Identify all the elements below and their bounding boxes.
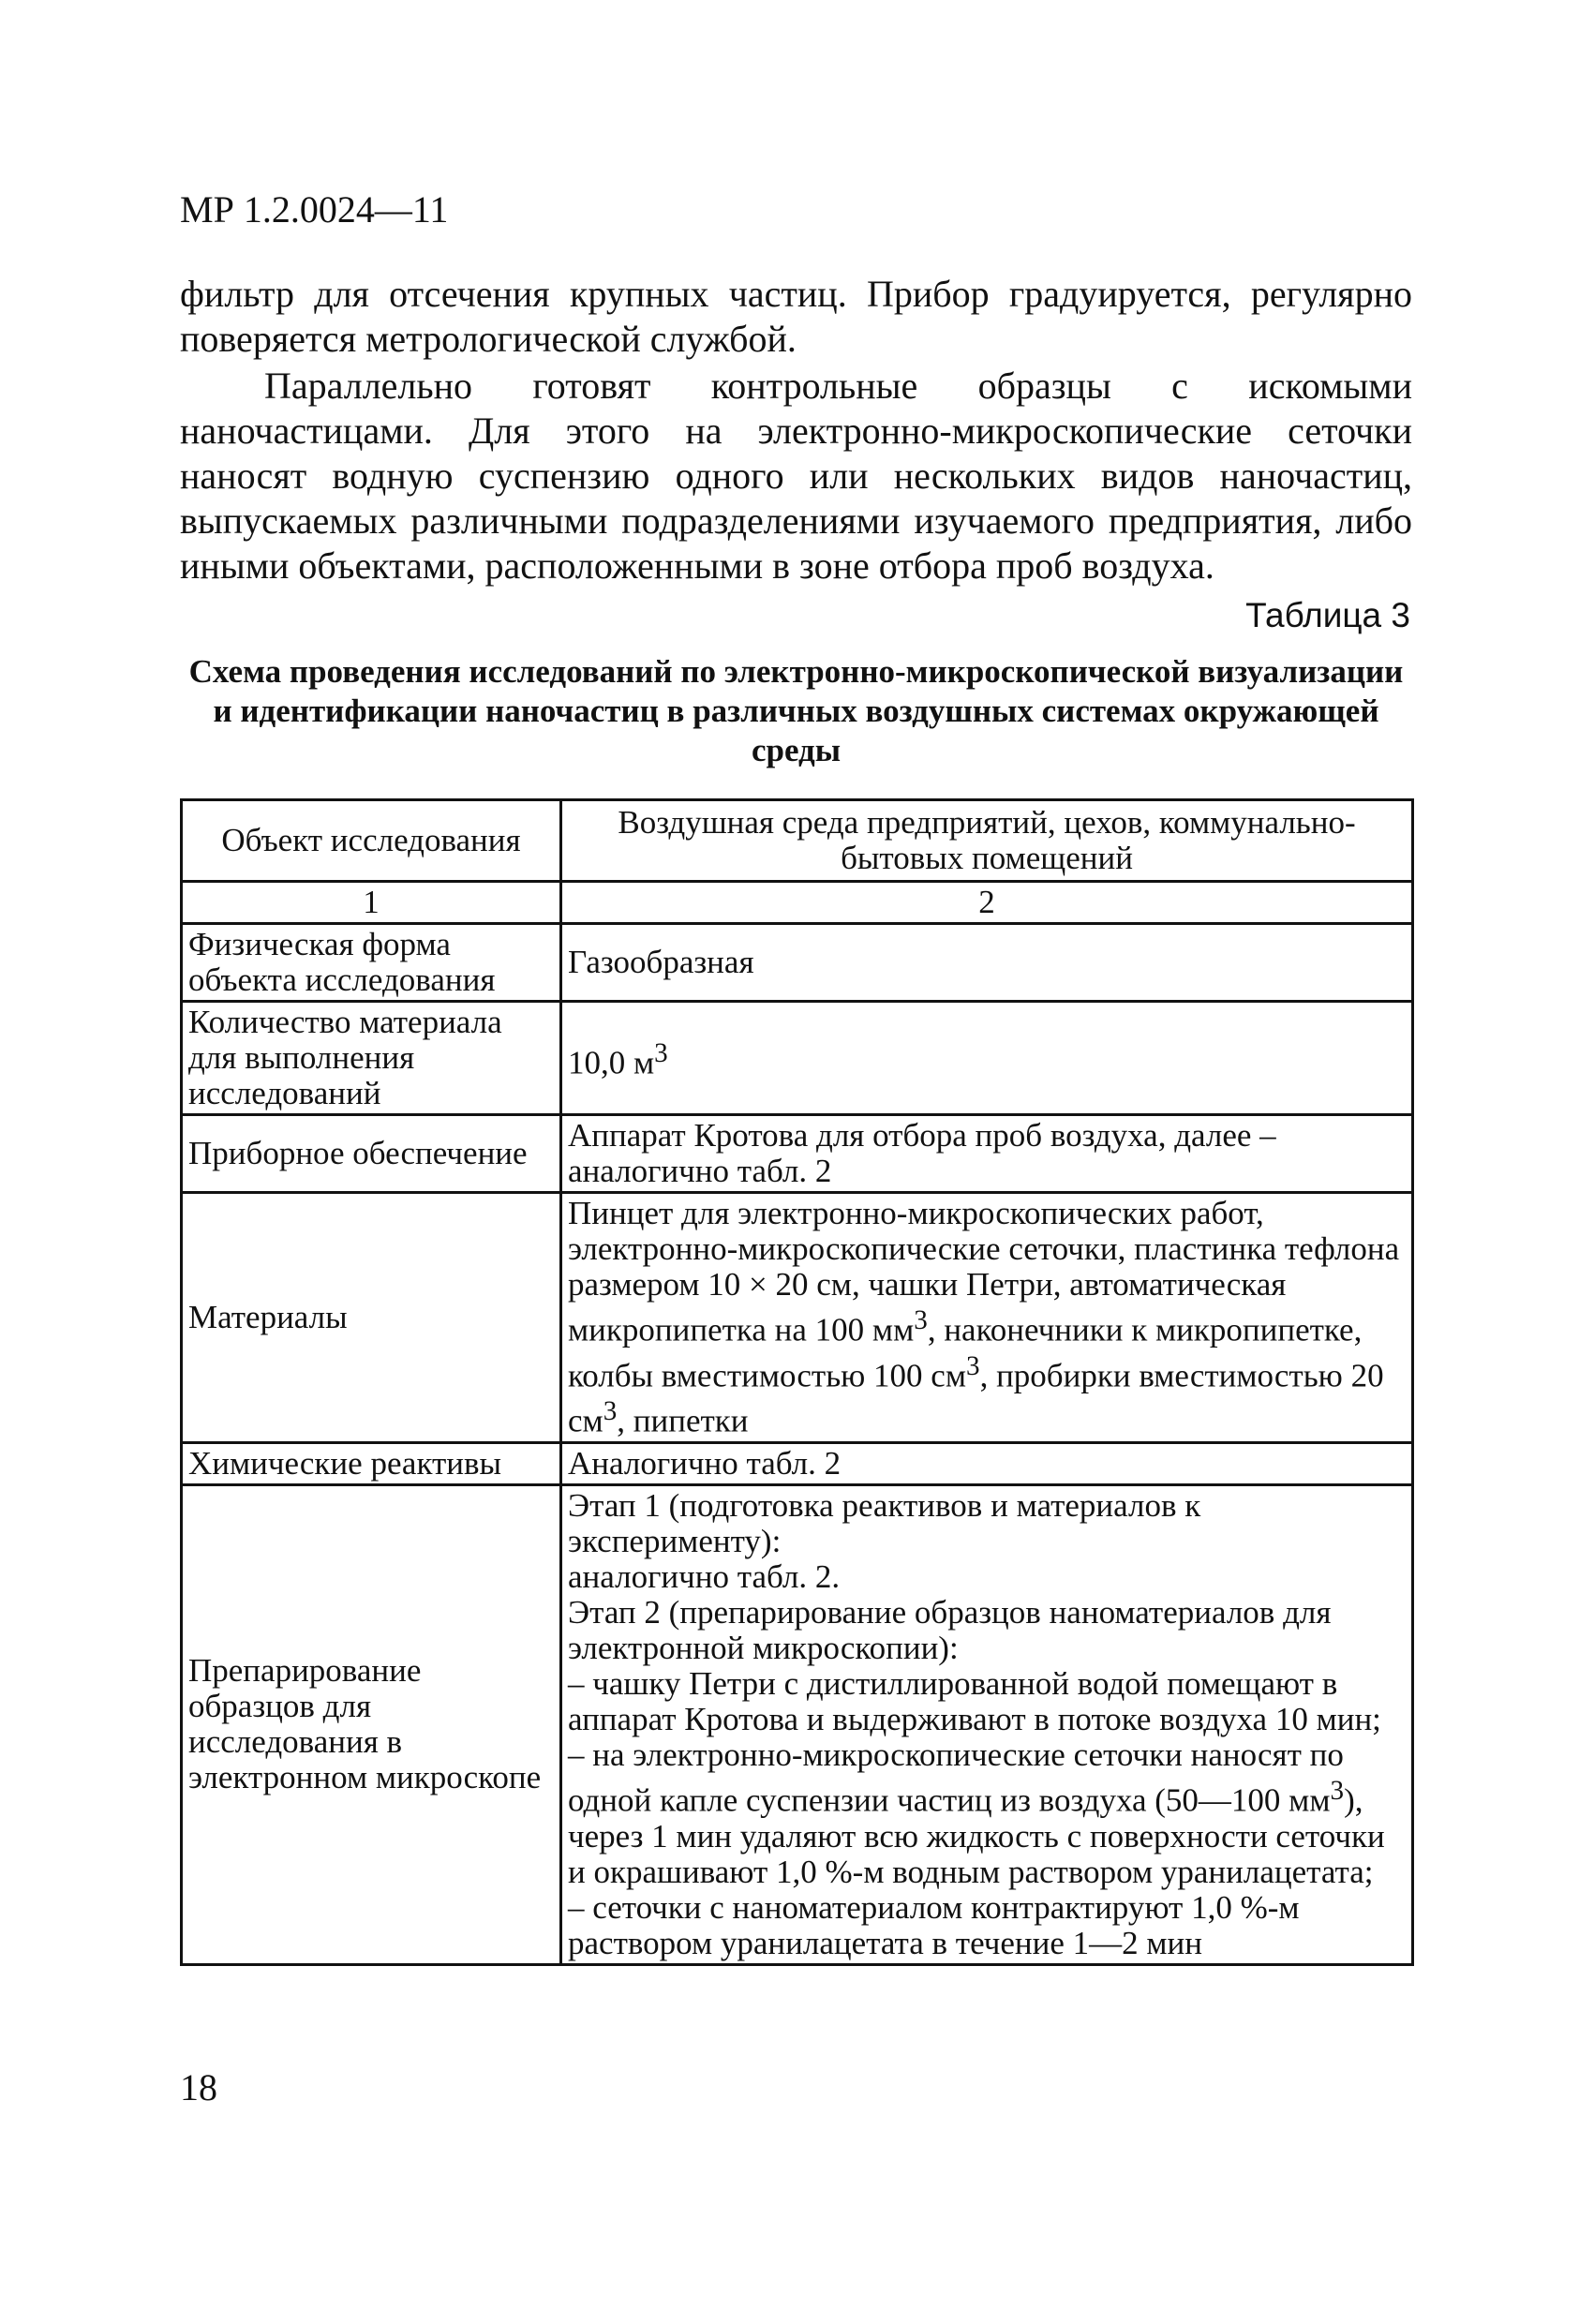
row-value-text: , пипетки bbox=[617, 1402, 749, 1439]
row-label: Препарирование образцов для исследования в электронном микроскопе bbox=[182, 1484, 561, 1964]
table-row bbox=[182, 1002, 1413, 1115]
row-value bbox=[561, 1193, 1413, 1443]
header-cell-environment: Воздушная среда предприятий, цехов, коммунально-бытовых помещений bbox=[561, 800, 1413, 882]
paragraph-1: фильтр для отсечения крупных частиц. Прибор градуируется, регулярно поверяется метрологической службой. bbox=[180, 273, 1412, 360]
superscript: 3 bbox=[1330, 1775, 1345, 1806]
step-line: аналогично табл. 2. bbox=[568, 1557, 841, 1595]
page-number: 18 bbox=[180, 2066, 217, 2108]
row-value: Газообразная bbox=[561, 924, 1413, 1002]
step-line: – сеточки с наноматериалом контрактируют 1,0 %-м раствором уранилацетата в течение 1—2 мин bbox=[568, 1888, 1300, 1961]
step-line bbox=[568, 1737, 1406, 1890]
row-value-steps bbox=[561, 1484, 1413, 1964]
table-caption: Схема проведения исследований по электронно-микроскопической визуализации и идентификации наночастиц в различных воздушных системах окружающей среды bbox=[188, 653, 1404, 768]
superscript: 3 bbox=[966, 1350, 980, 1381]
step-text: – на электронно-микроскопические сеточки наносят по одной капле суспензии частиц из воздуха (50—100 мм bbox=[568, 1736, 1344, 1819]
column-number-row bbox=[182, 882, 1413, 924]
table-header-row bbox=[182, 800, 1413, 882]
superscript: 3 bbox=[603, 1396, 618, 1427]
table-row bbox=[182, 1115, 1413, 1193]
row-value-text: Пинцет для электронно-микроскопических работ, электронно-микроскопические сеточки, пластинка тефлона размером 10 × 20 см, чашки Петри, автоматическая микропипетка на 100 мм bbox=[568, 1195, 1400, 1348]
table-label: Таблица 3 bbox=[1245, 596, 1410, 634]
superscript: 3 bbox=[914, 1305, 928, 1335]
table-row bbox=[182, 1442, 1413, 1484]
document-code: МР 1.2.0024—11 bbox=[180, 188, 449, 231]
row-label: Количество материала для выполнения исследований bbox=[182, 1002, 561, 1115]
column-number-2: 2 bbox=[561, 882, 1413, 924]
row-value bbox=[561, 1002, 1413, 1115]
row-value-text: 10,0 м bbox=[568, 1044, 655, 1081]
table-row bbox=[182, 924, 1413, 1002]
step-text: ), через 1 мин удаляют всю жидкость с поверхности сеточки и окрашивают 1,0 %-м водным раствором уранилацетата; bbox=[568, 1781, 1385, 1890]
table-row bbox=[182, 1193, 1413, 1443]
paragraph-2: Параллельно готовят контрольные образцы с искомыми наночастицами. Для этого на электронно-микроскопические сеточки наносят водную суспензию одного или нескольких видов наночастиц, выпускаемых различными подразделениями изучаемого предприятия, либо иными объектами, расположенными в зоне отбора проб воздуха. bbox=[180, 365, 1412, 587]
data-table bbox=[180, 798, 1414, 1966]
row-label: Материалы bbox=[182, 1193, 561, 1443]
table-row bbox=[182, 1484, 1413, 1964]
step-line: Этап 2 (препарирование образцов наноматериалов для электронной микроскопии): bbox=[568, 1593, 1332, 1666]
step-line: – чашку Петри с дистиллированной водой помещают в аппарат Кротова и выдерживают в потоке воздуха 10 мин; bbox=[568, 1664, 1381, 1737]
row-label: Приборное обеспечение bbox=[182, 1115, 561, 1193]
row-label: Физическая форма объекта исследования bbox=[182, 924, 561, 1002]
header-cell-object: Объект исследования bbox=[182, 800, 561, 882]
row-value-text: , наконечники к микропипетке, колбы вместимостью 100 см bbox=[568, 1311, 1363, 1394]
step-line: Этап 1 (подготовка реактивов и материалов к эксперименту): bbox=[568, 1486, 1201, 1559]
row-value: Аналогично табл. 2 bbox=[561, 1442, 1413, 1484]
column-number-1: 1 bbox=[182, 882, 561, 924]
row-value: Аппарат Кротова для отбора проб воздуха, далее – аналогично табл. 2 bbox=[561, 1115, 1413, 1193]
row-label: Химические реактивы bbox=[182, 1442, 561, 1484]
row-value-text: , пробирки вместимостью 20 см bbox=[568, 1357, 1384, 1439]
superscript: 3 bbox=[654, 1037, 668, 1068]
